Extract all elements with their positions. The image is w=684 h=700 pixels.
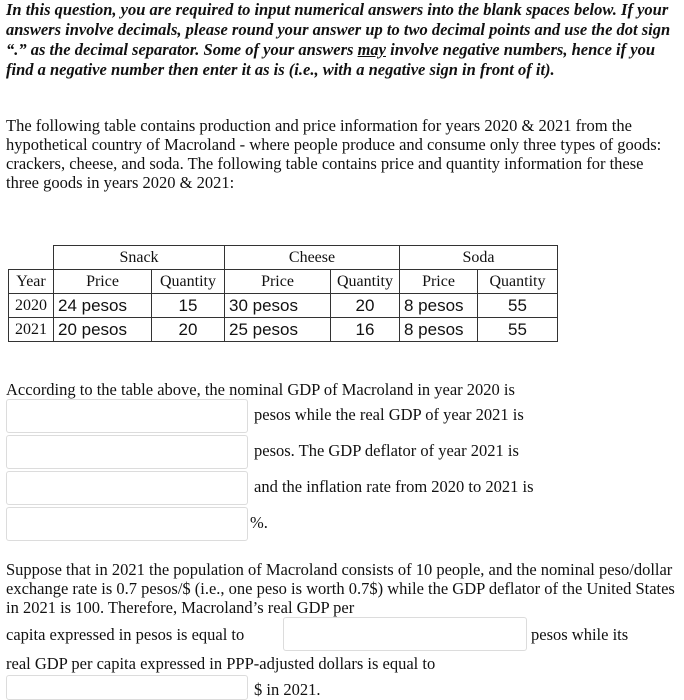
instructions-underlined-word: may [357,40,386,59]
intro-paragraph: The following table contains production and price information for years 2020 & 2021 from the hypothetical country of Macroland - where people produce and consume only three types of goods: crackers, cheese, and soda. The following table contains price and quantity information for these three goods in years 2020 & 2021: [6,116,662,192]
question-1-text-after-real-gdp: pesos. The GDP deflator of year 2021 is [254,441,519,460]
inflation-rate-input[interactable] [6,507,248,541]
table-cell: 20 pesos [54,318,152,342]
question-1-text-after-deflator: and the inflation rate from 2020 to 2021 is [254,477,534,496]
column-header: Year [9,270,54,294]
column-header: Price [54,270,152,294]
question-2-line-ppp: real GDP per capita expressed in PPP-adjusted dollars is equal to [6,654,436,673]
table-cell: 8 pesos [400,294,478,318]
group-header-snack: Snack [54,246,225,270]
nominal-gdp-2020-input[interactable] [6,399,248,433]
question-2-text-after-per-capita: pesos while its [531,625,629,644]
group-header-cheese: Cheese [225,246,400,270]
question-1-text-after-nominal-gdp: pesos while the real GDP of year 2021 is [254,405,524,424]
table-row [9,294,558,318]
column-header: Price [225,270,331,294]
real-gdp-2021-input[interactable] [6,435,248,469]
column-header: Price [400,270,478,294]
column-header: Quantity [478,270,558,294]
table-group-header-row [9,246,558,270]
table-cell: 2021 [9,318,54,342]
table-cell: 2020 [9,294,54,318]
question-2-line-per-capita-pesos: capita expressed in pesos is equal to [6,625,245,644]
percent-sign: %. [250,513,268,532]
group-header-soda: Soda [400,246,558,270]
table-cell: 8 pesos [400,318,478,342]
column-header: Quantity [331,270,400,294]
question-2-text-after-ppp: $ in 2021. [254,680,321,699]
table-cell: 30 pesos [225,294,331,318]
table-cell: 16 [331,318,400,342]
question-2-paragraph: Suppose that in 2021 the population of Macroland consists of 10 people, and the nominal peso/dollar exchange rate is 0.7 pesos/$ (i.e., one peso is worth 0.7$) while the GDP deflator of the United States in 2021 is 100. Therefore, Macroland’s real GDP per [6,560,675,617]
table-corner-cell [9,246,54,270]
table-cell: 25 pesos [225,318,331,342]
table-row [9,318,558,342]
question-1-lead: According to the table above, the nominal GDP of Macroland in year 2020 is [6,380,515,399]
table-cell: 55 [478,294,558,318]
price-quantity-table [8,245,558,342]
gdp-deflator-2021-input[interactable] [6,471,248,505]
table-cell: 55 [478,318,558,342]
table-cell: 24 pesos [54,294,152,318]
instructions-text-end: involve negative numbers, hence if you find a negative number then enter it as is (i.e., with a negative sign in front of it). [6,40,655,79]
table-cell: 15 [152,294,225,318]
real-gdp-per-capita-pesos-input[interactable] [283,617,527,651]
table-header-row [9,270,558,294]
table-cell: 20 [331,294,400,318]
column-header: Quantity [152,270,225,294]
table-cell: 20 [152,318,225,342]
instructions [6,0,678,80]
instructions-text: In this question, you are required to input numerical answers into the blank spaces below. If your answers involve decimals, please round your answer up to two decimal points and use the dot sign “.” as the decimal separator. Some of your answers [6,0,671,59]
real-gdp-per-capita-ppp-input[interactable] [6,675,248,700]
